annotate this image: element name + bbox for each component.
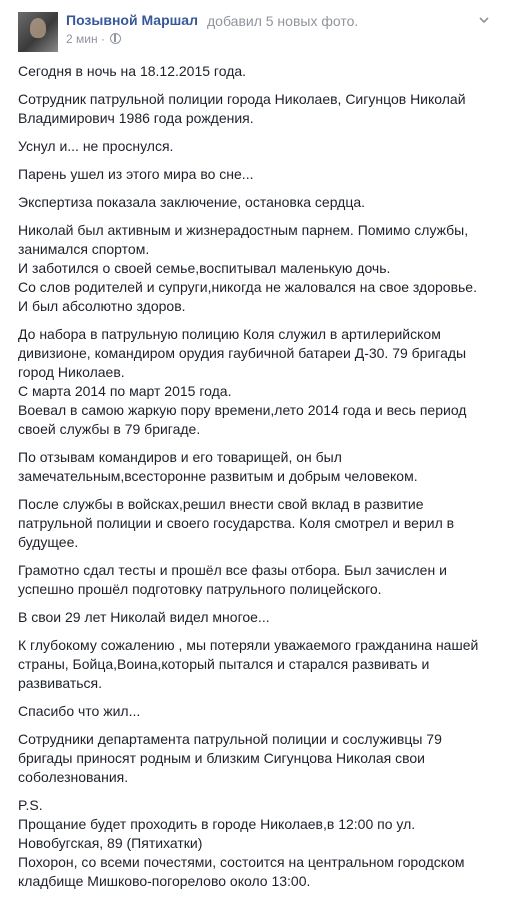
post-header [0,0,505,56]
author-name-link[interactable]: Позывной Маршал [66,12,198,28]
post-paragraph: Сотрудник патрульной полиции города Николаев, Сигунцов Николай Владимирович 1986 года рождения. [18,91,466,126]
post-paragraph: До набора в патрульную полицию Коля служил в артилерийском дивизионе, командиром орудия гаубичной батареи Д-30. 79 бригады город Николаев. С марта 2014 по март 2015 года. Воевал в самою жаркую пору времени,лето 2014 года и весь период своей службы в 79 бригаде. [18,326,467,437]
post-paragraph: Экспертиза показала заключение, остановка сердца. [18,194,366,210]
post-paragraph: Николай был активным и жизнерадостным парнем. Помимо службы, занимался спортом. И заботился о своей семье,воспитывал маленькую дочь. Со слов родителей и супруги,никогда не жаловался на свое здоровье. И был абсолютно здоров. [18,222,477,314]
post-paragraph: P.S. Прощание будет проходить в городе Николаев,в 12:00 по ул. Новобугская, 89 (Пятихатки) Похорон, со всеми почестями, состоится на центральном городском кладбище Мишково-погорелово около 13:00. [18,797,465,889]
meta-separator: · [100,32,105,46]
post-action-text: добавил 5 новых фото. [207,13,359,29]
post-timestamp[interactable]: 2 мин [66,32,98,46]
chevron-down-icon[interactable] [478,14,490,26]
post-paragraph: Сотрудники департамента патрульной полиции и сослуживцы 79 бригады приносят родным и близким Сигунцова Николая свои соболезнования. [18,731,442,785]
post-paragraph: К глубокому сожалению , мы потеряли уважаемого гражданина нашей страны, Бойца,Воина,который пытался и старался развивать и развиваться. [18,637,479,691]
avatar[interactable] [18,12,58,52]
post-paragraph: По отзывам командиров и его товарищей, он был замечательным,всесторонне развитым и добрым человеком. [18,449,418,484]
post-paragraph: Сегодня в ночь на 18.12.2015 года. [18,63,247,79]
post-paragraph: В свои 29 лет Николай видел многое... [18,609,270,625]
post-paragraph: Парень ушел из этого мира во сне... [18,166,254,182]
post-paragraph: После службы в войсках,решил внести свой вклад в развитие патрульной полиции и своего государства. Коля смотрел и верил в будущее. [18,496,455,550]
post-paragraph: Спасибо что жил... [18,703,141,719]
post-paragraph: Грамотно сдал тесты и прошёл все фазы отбора. Был зачислен и успешно прошёл подготовку патрульного полицейского. [18,562,447,597]
post-paragraph: Уснул и... не проснулся. [18,138,174,154]
post-meta [66,32,121,46]
globe-icon [110,33,121,44]
post-body [18,62,488,900]
